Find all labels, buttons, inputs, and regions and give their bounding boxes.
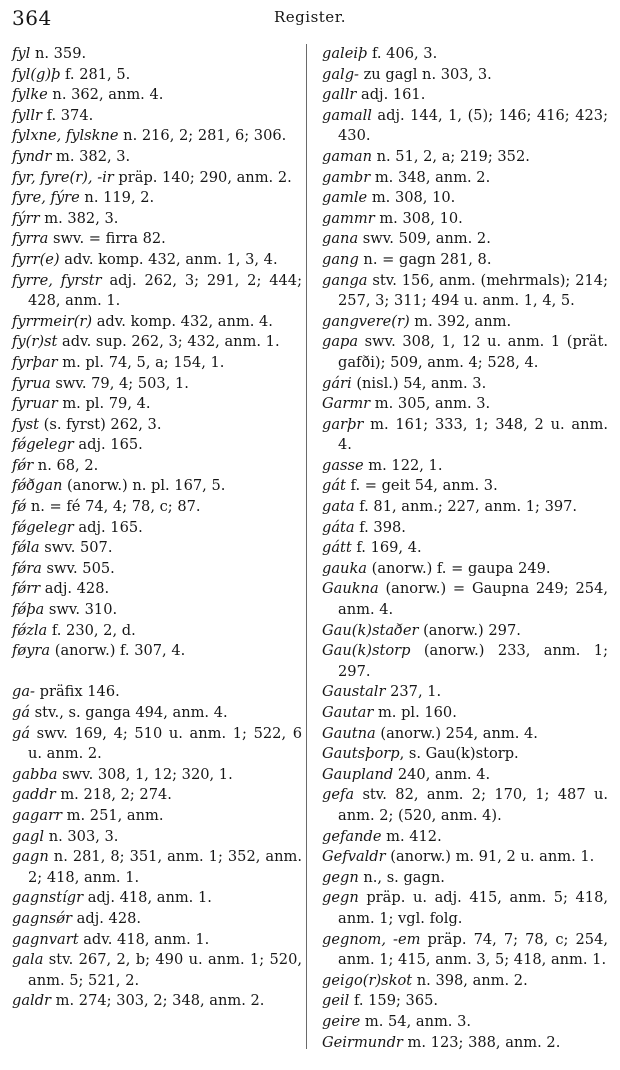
entry-headword: Gau(k)storp: [322, 642, 411, 660]
register-entry: [12, 168, 302, 189]
entry-headword: ga-: [12, 683, 35, 701]
register-entry: [322, 847, 608, 868]
register-entry: [12, 147, 302, 168]
register-entry: [12, 415, 302, 436]
entry-headword: fyrrmeir(r): [12, 312, 93, 330]
entry-headword: gamle: [322, 189, 368, 207]
register-entry: [12, 579, 302, 600]
entry-references: (s. fyrst) 262, 3.: [39, 415, 162, 433]
entry-references: n. 216, 2; 281, 6; 306.: [118, 127, 287, 145]
entry-references: (anorw.) m. 91, 2 u. anm. 1.: [385, 848, 595, 866]
entry-headword: gegnom, -em: [322, 930, 421, 948]
entry-headword: fyllr: [12, 106, 42, 124]
entry-references: swv. = firra 82.: [48, 230, 166, 248]
register-entry: [322, 538, 608, 559]
entry-references: präp. 74, 7; 78, c; 254, anm. 1; 415, anm. 3, 5; 418, anm. 1.: [338, 930, 608, 969]
register-entry: [12, 703, 302, 724]
entry-references: stv., s. ganga 494, anm. 4.: [30, 704, 228, 721]
register-entry: [12, 44, 302, 65]
register-entry: [322, 250, 608, 271]
entry-references: präfix 146.: [34, 683, 120, 701]
entry-headword: fyl: [12, 45, 31, 62]
entry-references: f. 406, 3.: [367, 45, 438, 62]
register-entry: [322, 374, 608, 395]
entry-headword: fǿgelegr: [12, 436, 74, 454]
entry-references: (anorw.) 254, anm. 4.: [375, 724, 538, 742]
entry-references: f. 159; 365.: [349, 992, 439, 1010]
entry-references: stv. 156, anm. (mehrmals); 214; 257, 3; 311; 494 u. anm. 1, 4, 5.: [338, 271, 608, 310]
register-entry: [322, 85, 608, 106]
page-header: Register.: [274, 8, 346, 26]
register-entry: [12, 353, 302, 374]
entry-references: stv. 82, anm. 2; 170, 1; 487 u. anm. 2; (520, anm. 4).: [338, 786, 608, 824]
entry-references: präp. u. adj. 415, anm. 5; 418, anm. 1; vgl. folg.: [338, 889, 608, 927]
column-divider: [306, 44, 307, 1049]
entry-headword: gala: [12, 951, 44, 969]
register-entry: [12, 456, 302, 477]
entry-headword: gagnstígr: [12, 889, 84, 907]
entry-headword: fǿrr: [12, 580, 41, 598]
entry-references: (anorw.) f. 307, 4.: [50, 642, 186, 660]
entry-references: m. 382, 3.: [39, 209, 119, 227]
entry-headword: Geirmundr: [322, 1033, 403, 1051]
register-entry: [322, 641, 608, 682]
entry-references: n., s. gagn.: [358, 868, 445, 886]
entry-references: m. pl. 74, 5, a; 154, 1.: [57, 353, 225, 371]
entry-headword: gegn: [322, 889, 359, 907]
register-entry: [322, 168, 608, 189]
register-entry: [12, 559, 302, 580]
register-entry: [322, 456, 608, 477]
entry-headword: fǿzla: [12, 621, 48, 639]
entry-headword: fylke: [12, 86, 48, 104]
entry-references: swv. 169, 4; 510 u. anm. 1; 522, 6 u. anm. 2.: [28, 724, 302, 763]
register-entry: [322, 65, 608, 86]
register-entry: [322, 229, 608, 250]
entry-references: m. 412.: [381, 827, 442, 845]
entry-references: (anorw.) n. pl. 167, 5.: [62, 477, 226, 495]
entry-references: adv. 418, anm. 1.: [78, 930, 210, 948]
entry-headword: gá: [12, 724, 31, 742]
register-entry: [322, 147, 608, 168]
entry-headword: gátt: [322, 539, 352, 557]
entry-references: m. 274; 303, 2; 348, anm. 2.: [51, 992, 265, 1010]
entry-references: (anorw.) = Gaupna 249; 254, anm. 4.: [338, 580, 608, 619]
register-entry: [322, 415, 608, 456]
register-entry: [12, 991, 302, 1012]
register-entry: [12, 600, 302, 621]
register-entry: [12, 641, 302, 662]
register-entry: [12, 106, 302, 127]
entry-references: 240, anm. 4.: [393, 765, 491, 783]
entry-references: präp. 140; 290, anm. 2.: [113, 168, 292, 186]
entry-headword: fǿþa: [12, 601, 45, 619]
entry-headword: fǿðgan: [12, 477, 63, 495]
entry-headword: fyndr: [12, 147, 52, 165]
register-entry: [12, 435, 302, 456]
register-entry: [322, 827, 608, 848]
entry-headword: galg-: [322, 65, 359, 83]
register-entry: [12, 847, 302, 888]
register-entry: [12, 888, 302, 909]
register-entry: [12, 765, 302, 786]
register-entry: [12, 209, 302, 230]
entry-headword: fǿgelegr: [12, 518, 74, 536]
register-entry: [322, 765, 608, 786]
entry-headword: gallr: [322, 86, 357, 104]
entry-headword: Gaupland: [322, 765, 394, 783]
entry-references: m. 122, 1.: [363, 456, 443, 474]
entry-references: , s. Gau(k)storp.: [399, 745, 519, 763]
entry-references: swv. 310.: [44, 601, 118, 619]
register-entry: [322, 991, 608, 1012]
register-entry: [322, 888, 608, 929]
register-entry: [322, 703, 608, 724]
entry-headword: gagarr: [12, 806, 63, 824]
right-column: [322, 44, 608, 1053]
entry-headword: galeiþ: [322, 45, 368, 62]
entry-headword: Gaustalr: [322, 683, 386, 701]
entry-headword: gári: [322, 374, 352, 392]
register-entry: [12, 476, 302, 497]
entry-headword: gabba: [12, 765, 58, 783]
entry-references: n. 359.: [30, 45, 87, 62]
register-entry: [12, 827, 302, 848]
entry-headword: fyrre, fyrstr: [12, 271, 102, 289]
entry-headword: fyst: [12, 415, 39, 433]
entry-headword: gefande: [322, 827, 382, 845]
entry-references: f. 169, 4.: [351, 539, 422, 557]
entry-references: m. 54, anm. 3.: [360, 1012, 472, 1030]
entry-headword: gauka: [322, 559, 367, 577]
entry-references: n. 362, anm. 4.: [47, 86, 164, 104]
entry-references: adj. 428.: [40, 580, 110, 598]
entry-references: n. 398, anm. 2.: [412, 971, 528, 989]
entry-references: m. 305, anm. 3.: [370, 395, 491, 413]
register-entry: [12, 394, 302, 415]
entry-headword: gambr: [322, 168, 371, 186]
register-entry: [12, 250, 302, 271]
entry-headword: Gau(k)staðer: [322, 621, 419, 639]
entry-headword: gangvere(r): [322, 312, 410, 330]
entry-references: adj. 418, anm. 1.: [83, 889, 212, 907]
register-entry: [322, 579, 608, 620]
entry-headword: fyr, fyre(r), -ir: [12, 168, 114, 186]
entry-headword: gaman: [322, 147, 372, 165]
register-entry: [12, 930, 302, 951]
register-entry: [322, 312, 608, 333]
entry-headword: gaddr: [12, 786, 56, 804]
register-entry: [322, 682, 608, 703]
entry-headword: fy(r)st: [12, 333, 58, 351]
entry-headword: gammr: [322, 209, 375, 227]
entry-references: adj. 144, 1, (5); 146; 416; 423; 430.: [338, 106, 608, 145]
entry-references: m. 382, 3.: [51, 147, 131, 165]
register-entry: [12, 724, 302, 765]
register-entry: [322, 724, 608, 745]
entry-references: m. 392, anm.: [409, 312, 512, 330]
register-entry: [12, 518, 302, 539]
register-entry: [322, 497, 608, 518]
entry-headword: fǿ: [12, 498, 27, 516]
entry-headword: galdr: [12, 992, 52, 1010]
register-entry: [12, 806, 302, 827]
entry-headword: gagnsǿr: [12, 909, 73, 927]
entry-headword: gáta: [322, 518, 355, 536]
entry-headword: Garmr: [322, 395, 371, 413]
register-entry: [322, 559, 608, 580]
register-entry: [322, 868, 608, 889]
entry-references: f. 281, 5.: [60, 65, 131, 83]
entry-headword: gagn: [12, 848, 49, 866]
entry-references: swv. 505.: [41, 559, 115, 577]
entry-headword: Gautar: [322, 704, 374, 721]
register-entry: [322, 332, 608, 373]
entry-references: (anorw.) 233, anm. 1; 297.: [338, 642, 608, 680]
entry-headword: fyruar: [12, 395, 58, 413]
entry-references: adj. 428.: [72, 909, 142, 927]
register-entry: [12, 85, 302, 106]
entry-headword: fyrr(e): [12, 250, 60, 268]
entry-headword: fýrr: [12, 209, 40, 227]
entry-headword: garþr: [322, 415, 364, 433]
entry-references: swv. 507.: [39, 539, 113, 557]
entry-headword: fyrra: [12, 230, 49, 248]
register-entry: [12, 538, 302, 559]
entry-references: m. 123; 388, anm. 2.: [402, 1033, 561, 1051]
entry-headword: gang: [322, 250, 359, 268]
register-entry: [322, 44, 608, 65]
entry-headword: gagl: [12, 827, 45, 845]
entry-references: adv. komp. 432, anm. 1, 3, 4.: [59, 250, 278, 268]
entry-references: f. 374.: [41, 106, 94, 124]
entry-headword: fyre, fýre: [12, 189, 80, 207]
register-entry: [12, 229, 302, 250]
entry-references: n. = fé 74, 4; 78, c; 87.: [26, 498, 201, 516]
entry-references: f. 81, anm.; 227, anm. 1; 397.: [354, 498, 578, 516]
entry-references: adv. sup. 262, 3; 432, anm. 1.: [57, 333, 280, 351]
entry-references: swv. 79, 4; 503, 1.: [50, 374, 189, 392]
entry-references: n. 119, 2.: [79, 189, 155, 207]
entry-references: n. 281, 8; 351, anm. 1; 352, anm. 2; 418, anm. 1.: [28, 848, 302, 886]
register-entry: [322, 209, 608, 230]
entry-headword: fǿla: [12, 539, 40, 557]
register-entry: [12, 785, 302, 806]
entry-headword: fǿr: [12, 456, 34, 474]
entry-references: f. 230, 2, d.: [47, 621, 136, 639]
entry-references: n. 68, 2.: [33, 456, 99, 474]
register-entry: [322, 271, 608, 312]
entry-references: adj. 262, 3; 291, 2; 444; 428, anm. 1.: [28, 271, 302, 310]
entry-references: m. 218, 2; 274.: [55, 786, 172, 804]
entry-headword: gasse: [322, 456, 364, 474]
entry-headword: geil: [322, 992, 350, 1010]
entry-headword: Gautsþorp: [322, 745, 400, 763]
register-entry: [322, 106, 608, 147]
entry-references: (nisl.) 54, anm. 3.: [351, 374, 487, 392]
entry-references: m. 308, 10.: [367, 189, 456, 207]
register-entry: [322, 1012, 608, 1033]
register-entry: [322, 188, 608, 209]
entry-references: adj. 165.: [73, 518, 143, 536]
entry-references: f. = geit 54, anm. 3.: [345, 477, 498, 495]
entry-references: n. = gagn 281, 8.: [358, 250, 492, 268]
register-entry: [322, 518, 608, 539]
entry-headword: geire: [322, 1012, 361, 1030]
entry-references: m. 308, 10.: [374, 209, 463, 227]
register-entry: [12, 126, 302, 147]
entry-headword: fyrþar: [12, 353, 58, 371]
register-entry: [12, 909, 302, 930]
entry-headword: gamall: [322, 106, 372, 124]
register-entry: [12, 374, 302, 395]
register-entry: [322, 971, 608, 992]
register-entry: [12, 497, 302, 518]
register-entry: [322, 394, 608, 415]
entry-references: m. 161; 333, 1; 348, 2 u. anm. 4.: [338, 415, 608, 454]
entry-references: f. 398.: [354, 518, 406, 536]
entry-headword: geigo(r)skot: [322, 971, 413, 989]
entry-references: m. 348, anm. 2.: [370, 168, 491, 186]
entry-headword: føyra: [12, 642, 51, 660]
page-number: 364: [12, 6, 52, 30]
register-entry: [12, 332, 302, 353]
entry-headword: gagnvart: [12, 930, 79, 948]
entry-references: adj. 165.: [73, 436, 143, 454]
register-entry: [322, 476, 608, 497]
entry-headword: gegn: [322, 868, 359, 886]
entry-references: m. pl. 160.: [373, 704, 457, 721]
entry-headword: gapa: [322, 333, 359, 351]
entry-headword: fylxne, fylskne: [12, 127, 119, 145]
section-gap: [12, 662, 302, 683]
entry-headword: fǿra: [12, 559, 42, 577]
entry-headword: Gautna: [322, 724, 376, 742]
entry-references: zu gagl n. 303, 3.: [358, 65, 492, 83]
entry-headword: gana: [322, 230, 359, 248]
entry-references: 237, 1.: [385, 683, 442, 701]
entry-headword: Gaukna: [322, 580, 379, 598]
entry-references: stv. 267, 2, b; 490 u. anm. 1; 520, anm. 5; 521, 2.: [28, 951, 302, 989]
register-entry: [12, 621, 302, 642]
entry-references: n. 51, 2, a; 219; 352.: [371, 147, 530, 165]
entry-headword: gefa: [322, 786, 355, 804]
entry-references: swv. 308, 1, 12 u. anm. 1 (prät. gafði); 509, anm. 4; 528, 4.: [338, 333, 608, 371]
register-entry: [12, 682, 302, 703]
register-entry: [322, 785, 608, 826]
entry-headword: Gefvaldr: [322, 848, 386, 866]
entry-headword: gát: [322, 477, 346, 495]
register-entry: [12, 950, 302, 991]
entry-headword: fyrua: [12, 374, 51, 392]
entry-references: (anorw.) f. = gaupa 249.: [367, 559, 551, 577]
register-entry: [12, 312, 302, 333]
entry-references: swv. 308, 1, 12; 320, 1.: [57, 765, 233, 783]
register-entry: [322, 930, 608, 971]
entry-references: m. 251, anm.: [62, 806, 164, 824]
entry-headword: gata: [322, 498, 355, 516]
entry-references: adv. komp. 432, anm. 4.: [92, 312, 273, 330]
register-entry: [12, 188, 302, 209]
entry-headword: ganga: [322, 271, 368, 289]
register-entry: [12, 271, 302, 312]
register-entry: [322, 621, 608, 642]
register-entry: [322, 744, 608, 765]
register-entry: [322, 1033, 608, 1054]
entry-references: swv. 509, anm. 2.: [358, 230, 491, 248]
entry-references: m. pl. 79, 4.: [57, 395, 151, 413]
entry-references: adj. 161.: [356, 86, 426, 104]
register-entry: [12, 65, 302, 86]
entry-headword: fyl(g)þ: [12, 65, 61, 83]
entry-headword: gá: [12, 704, 31, 721]
entry-references: n. 303, 3.: [44, 827, 119, 845]
left-column: [12, 44, 302, 1012]
entry-references: (anorw.) 297.: [418, 621, 521, 639]
